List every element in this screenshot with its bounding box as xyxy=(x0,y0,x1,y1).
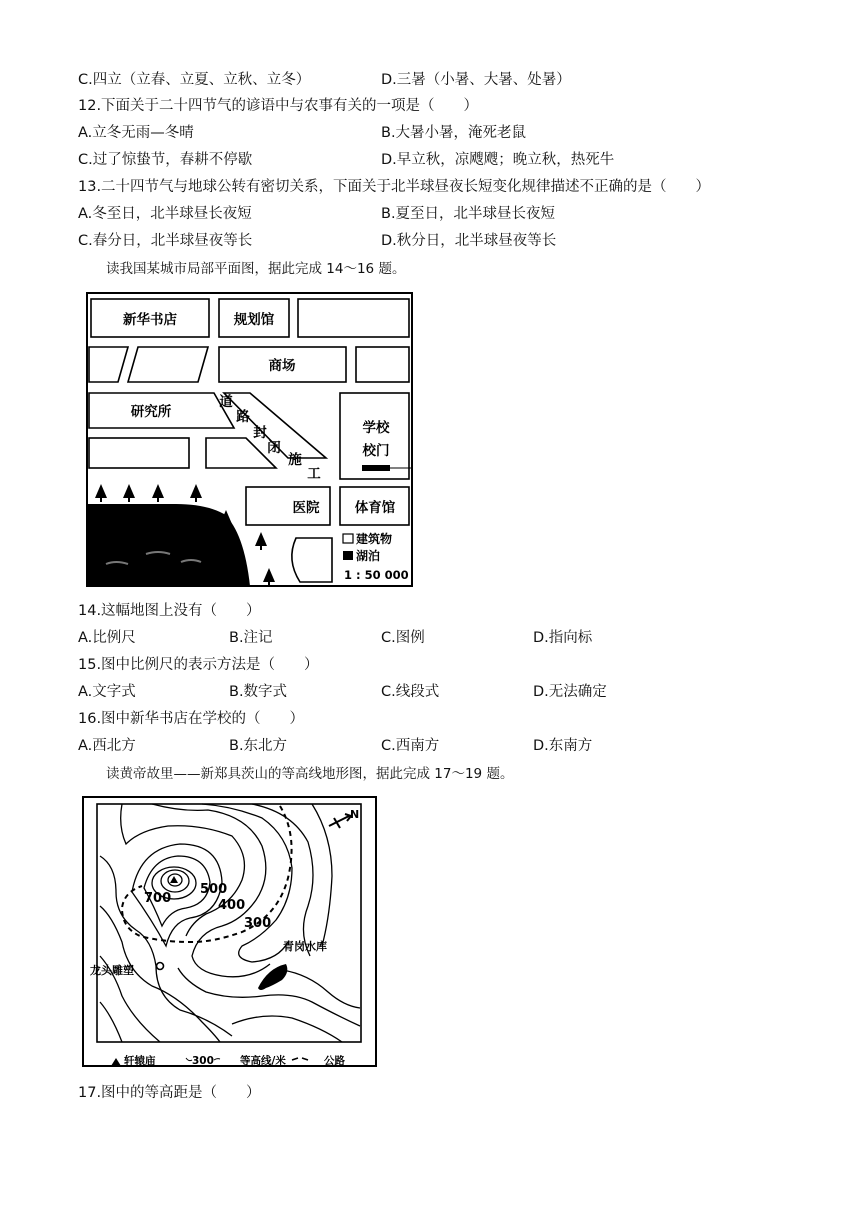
q14-stem: 14.这幅地图上没有（ ） xyxy=(78,603,261,619)
label-hospital: 医院 xyxy=(292,500,320,516)
label-road-2: 路 xyxy=(236,409,250,425)
legend-road: 公路 xyxy=(324,1055,345,1067)
q12-stem: 12.下面关于二十四节气的谚语中与农事有关的一项是（ ） xyxy=(78,98,479,114)
label-planning-hall: 规划馆 xyxy=(233,312,275,328)
q12-option-c: C.过了惊蛰节，春耕不停歇 xyxy=(78,152,253,168)
q13-stem: 13.二十四节气与地球公转有密切关系，下面关于北半球昼夜长短变化规律描述不正确的是（ ） xyxy=(78,179,711,195)
q14-option-b: B.注记 xyxy=(229,630,273,646)
q16-option-d: D.东南方 xyxy=(533,738,593,754)
q11-option-c: C.四立（立春、立夏、立秋、立冬） xyxy=(78,72,311,88)
north-label: N xyxy=(350,808,360,821)
intro-14-16: 读我国某城市局部平面图，据此完成 14～16 题。 xyxy=(106,261,406,277)
q16-option-c: C.西南方 xyxy=(381,738,440,754)
q13-option-b: B.夏至日，北半球昼长夜短 xyxy=(381,206,556,222)
label-road-5: 施 xyxy=(288,452,302,468)
label-bookstore: 新华书店 xyxy=(123,312,177,328)
reservoir-label: 青岗水库 xyxy=(283,940,327,953)
legend-contour-sample: 300 xyxy=(192,1055,214,1067)
legend-lake-swatch xyxy=(343,551,353,560)
q17-stem: 17.图中的等高距是（ ） xyxy=(78,1085,261,1101)
q15-option-d: D.无法确定 xyxy=(533,684,607,700)
label-road-6: 工 xyxy=(307,466,321,482)
legend-temple: 轩辕庙 xyxy=(124,1055,156,1067)
label-road-1: 道 xyxy=(219,394,233,410)
label-road-4: 闭 xyxy=(267,440,281,456)
q14-option-d: D.指向标 xyxy=(533,630,593,646)
legend-contour: 等高线/米 xyxy=(240,1055,286,1067)
q15-option-b: B.数字式 xyxy=(229,684,288,700)
city-plan-map xyxy=(86,292,414,588)
q16-stem: 16.图中新华书店在学校的（ ） xyxy=(78,711,305,727)
contour-label-700: 700 xyxy=(144,891,172,906)
sculpture-label: 龙头雕塑 xyxy=(90,964,134,977)
q15-stem: 15.图中比例尺的表示方法是（ ） xyxy=(78,657,319,673)
contour-label-400: 400 xyxy=(218,898,246,913)
q12-option-b: B.大暑小暑，淹死老鼠 xyxy=(381,125,527,141)
contour-label-500: 500 xyxy=(200,882,228,897)
q16-option-a: A.西北方 xyxy=(78,738,136,754)
label-gym: 体育馆 xyxy=(354,500,396,516)
contour-label-300: 300 xyxy=(244,916,272,931)
q16-option-b: B.东北方 xyxy=(229,738,288,754)
q15-option-a: A.文字式 xyxy=(78,684,136,700)
legend-building: 建筑物 xyxy=(356,532,393,546)
label-school: 学校 xyxy=(362,420,390,436)
q12-option-a: A.立冬无雨—冬晴 xyxy=(78,125,194,141)
intro-17-19: 读黄帝故里——新郑具茨山的等高线地形图，据此完成 17～19 题。 xyxy=(106,766,514,782)
legend-scale: 1 : 50 000 xyxy=(344,568,409,582)
label-road-3: 封 xyxy=(253,425,267,441)
q12-option-d: D.早立秋，凉飕飕；晚立秋，热死牛 xyxy=(381,152,615,168)
legend-lake: 湖泊 xyxy=(356,549,381,563)
legend-building-swatch xyxy=(343,534,353,543)
contour-map xyxy=(82,796,378,1068)
label-institute: 研究所 xyxy=(130,404,172,420)
q14-option-a: A.比例尺 xyxy=(78,630,136,646)
q13-option-c: C.春分日，北半球昼夜等长 xyxy=(78,233,253,249)
label-mall: 商场 xyxy=(268,358,296,374)
q13-option-a: A.冬至日，北半球昼长夜短 xyxy=(78,206,252,222)
q13-option-d: D.秋分日，北半球昼夜等长 xyxy=(381,233,557,249)
q15-option-c: C.线段式 xyxy=(381,684,440,700)
q14-option-c: C.图例 xyxy=(381,630,425,646)
label-school-gate: 校门 xyxy=(362,443,390,459)
q11-option-d: D.三暑（小暑、大暑、处暑） xyxy=(381,72,571,88)
